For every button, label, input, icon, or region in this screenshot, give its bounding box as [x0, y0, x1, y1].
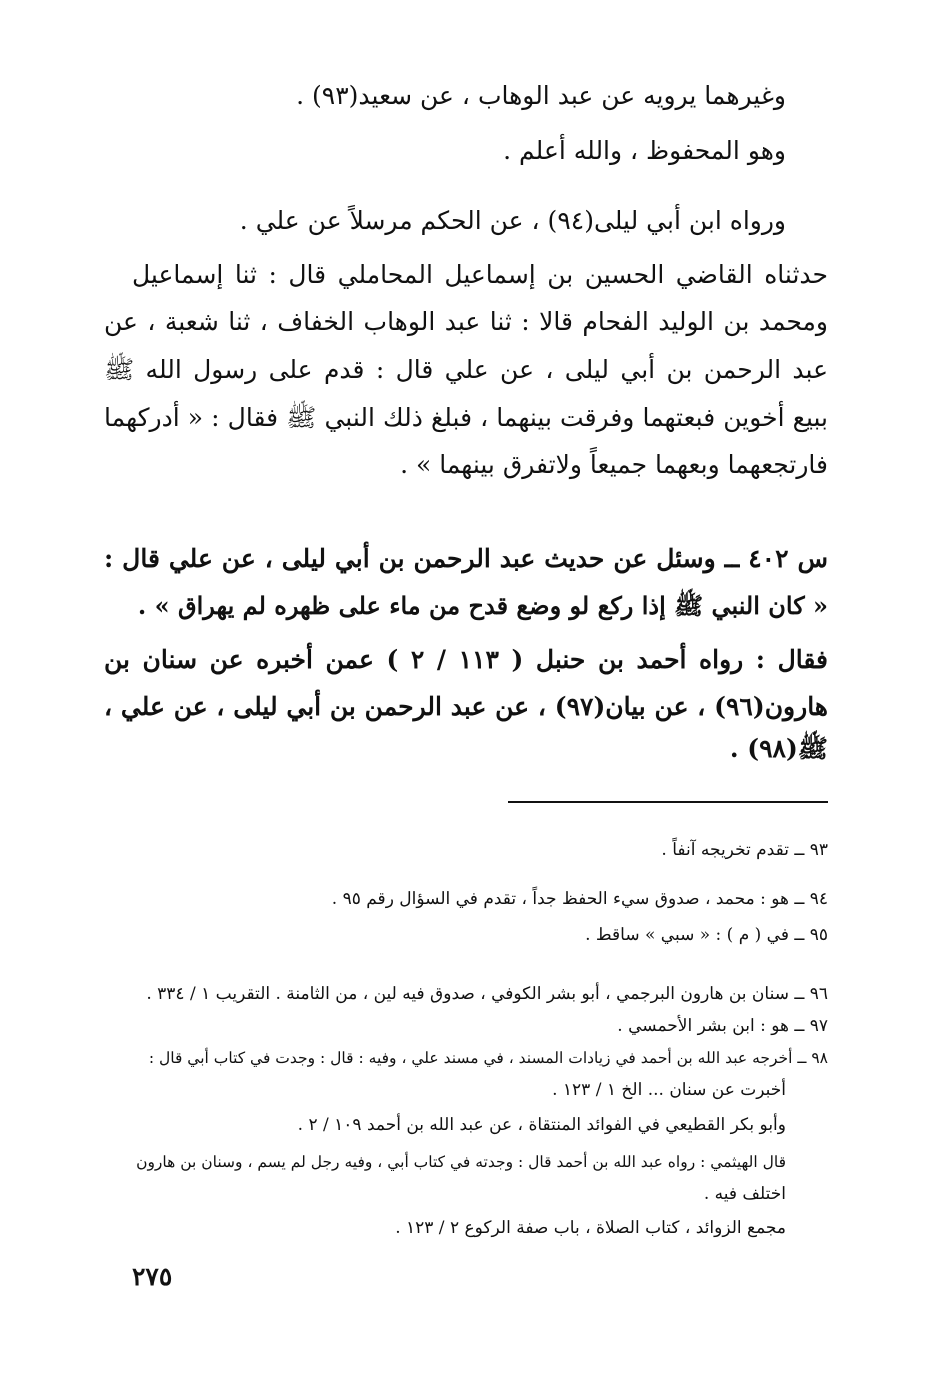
- text-line: وهو المحفوظ ، والله أعلم .: [503, 136, 786, 165]
- paragraph-line: حدثناه القاضي الحسين بن إسماعيل المحاملي قال : ثنا إسماعيل: [132, 260, 828, 289]
- footnote-continuation: قال الهيثمي : رواه عبد الله بن أحمد قال : وجدته في كتاب أبي ، وفيه رجل لم يسم ، وسنان بن هارون: [136, 1153, 786, 1171]
- footnote: ٩٤ ــ هو : محمد ، صدوق سيء الحفظ جداً ، تقدم في السؤال رقم ٩٥ .: [331, 889, 828, 909]
- footnote: ٩٧ ــ هو : ابن بشر الأحمسي .: [617, 1016, 828, 1036]
- text-line: ورواه ابن أبي ليلى(٩٤) ، عن الحكم مرسلاً عن علي .: [239, 206, 786, 235]
- question-line: « كان النبي ﷺ إذا ركع لو وضع قدح من ماء على ظهره لم يهراق » .: [137, 591, 828, 620]
- paragraph-line: ومحمد بن الوليد الفحام قالا : ثنا عبد الوهاب الخفاف ، ثنا شعبة ، عن: [104, 307, 828, 336]
- answer-line: فقال : رواه أحمد بن حنبل ( ١١٣ / ٢ ) عمن أخبره عن سنان بن: [104, 645, 828, 674]
- footnote: ٩٣ ــ تقدم تخريجه آنفاً .: [661, 840, 828, 860]
- paragraph-line: فارتجعهما وبعهما جميعاً ولاتفرق بينهما » .: [400, 450, 828, 479]
- footnote-continuation: أخبرت عن سنان ... الخ ١ / ١٢٣ .: [552, 1080, 786, 1100]
- footnote-continuation: وأبو بكر القطيعي في الفوائد المنتقاة ، عن عبد الله بن أحمد ١٠٩ / ٢ .: [297, 1115, 786, 1135]
- footnote-separator: [508, 801, 828, 803]
- text-line: وغيرهما يرويه عن عبد الوهاب ، عن سعيد(٩٣) .: [296, 81, 786, 110]
- paragraph-line: ببيع أخوين فبعتهما وفرقت بينهما ، فبلغ ذلك النبي ﷺ فقال : « أدركهما: [104, 403, 828, 432]
- footnote: ٩٥ ــ في ( م ) : « سبي » ساقط .: [585, 925, 828, 945]
- paragraph-line: عبد الرحمن بن أبي ليلى ، عن علي قال : قدم على رسول الله ﷺ: [104, 355, 828, 384]
- footnote: ٩٨ ــ أخرجه عبد الله بن أحمد في زيادات المسند ، في مسند علي ، وفيه : قال : وجدت في كتاب أبي قال :: [148, 1049, 828, 1067]
- question-line: س ٤٠٢ ــ وسئل عن حديث عبد الرحمن بن أبي ليلى ، عن علي قال :: [104, 544, 828, 573]
- footnote: ٩٦ ــ سنان بن هارون البرجمي ، أبو بشر الكوفي ، صدوق فيه لين ، من الثامنة . التقريب ١ / ٣٣٤ .: [146, 984, 828, 1004]
- answer-line: ﷺ(٩٨) .: [729, 734, 828, 763]
- footnote-continuation: مجمع الزوائد ، كتاب الصلاة ، باب صفة الركوع ٢ / ١٢٣ .: [395, 1218, 786, 1238]
- page-number: ٢٧٥: [132, 1262, 173, 1291]
- answer-line: هارون(٩٦) ، عن بيان(٩٧) ، عن عبد الرحمن بن أبي ليلى ، عن علي ،: [104, 692, 828, 721]
- footnote-continuation: اختلف فيه .: [703, 1184, 786, 1204]
